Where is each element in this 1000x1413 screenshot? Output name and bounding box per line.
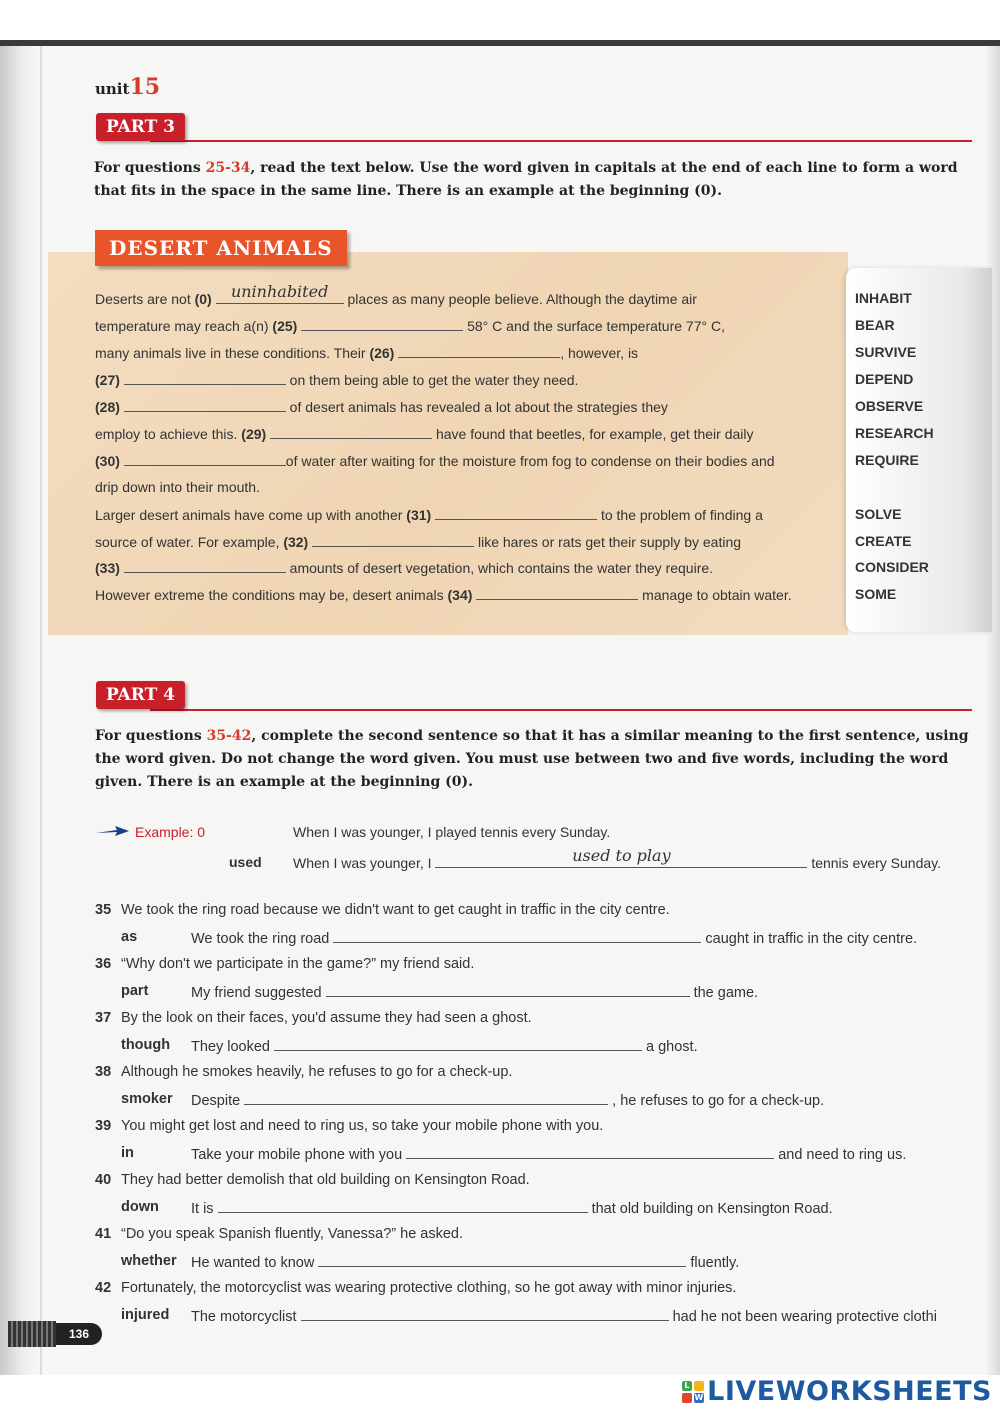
keyword-bear: BEAR — [855, 317, 895, 333]
answer-blank[interactable] — [218, 1198, 588, 1213]
handwritten-answer: uninhabited — [230, 282, 329, 301]
reading-line: (30) of water after waiting for the moisture from fog to condense on their bodies and — [95, 453, 775, 469]
reading-line: Deserts are not (0) uninhabited places as many people believe. Although the daytime air — [95, 282, 697, 307]
part4-instruction-line2: the word given. Do not change the word given. You must use between two and five words, including the word — [95, 751, 949, 767]
keyword-survive: SURVIVE — [855, 344, 917, 360]
question-key-word: smoker — [121, 1091, 173, 1107]
question-first-sentence: “Do you speak Spanish fluently, Vanessa?” he asked. — [121, 1226, 464, 1242]
reading-line: many animals live in these conditions. Their (26) , however, is — [95, 345, 639, 361]
question-number: 41 — [95, 1226, 112, 1242]
part3-instruction-line1: For questions 25-34, read the text below. Use the word given in capitals at the end of each line to form a word — [94, 160, 958, 176]
question-number: (29) — [241, 426, 267, 442]
keyword-some: SOME — [855, 586, 897, 602]
example-label: Example: 0 — [135, 824, 206, 840]
answer-blank[interactable] — [406, 1144, 774, 1159]
logo-text: LIVEWORKSHEETS — [707, 1376, 992, 1407]
question-number: (33) — [95, 560, 120, 576]
part4-instructions — [95, 725, 969, 794]
keyword-require: REQUIRE — [855, 452, 919, 468]
liveworksheets-logo[interactable] — [682, 1376, 992, 1407]
question-second-sentence: He wanted to know fluently. — [191, 1252, 739, 1272]
question-first-sentence: Fortunately, the motorcyclist was wearing protective clothing, so he got away with minor injuries. — [121, 1280, 737, 1296]
question-number: (34) — [447, 587, 473, 603]
answer-blank[interactable] — [124, 451, 286, 466]
part3-instructions — [94, 157, 958, 203]
keyword-consider: CONSIDER — [855, 559, 929, 575]
question-number: (25) — [272, 318, 298, 334]
question-key-word: as — [121, 929, 138, 945]
answer-blank[interactable] — [124, 558, 286, 573]
unit-word: unit — [95, 80, 130, 98]
reading-panel — [48, 252, 848, 635]
question-number: 38 — [95, 1064, 112, 1080]
question-number: (28) — [95, 399, 120, 415]
question-second-sentence: It is that old building on Kensington Road. — [191, 1198, 833, 1218]
question-number: 39 — [95, 1118, 112, 1134]
part3-instruction-line2: that fits in the space in the same line. There is an example at the beginning (0). — [94, 183, 723, 199]
keyword-research: RESEARCH — [855, 425, 934, 441]
question-number: 42 — [95, 1280, 112, 1296]
answer-blank[interactable] — [124, 370, 286, 385]
reading-line: (28) of desert animals has revealed a lot about the strategies they — [95, 399, 668, 415]
question-second-sentence: Despite , he refuses to go for a check-up. — [191, 1090, 824, 1110]
question-first-sentence: “Why don't we participate in the game?” my friend said. — [121, 956, 475, 972]
question-second-sentence: We took the ring road caught in traffic in the city centre. — [191, 928, 917, 948]
question-first-sentence: They had better demolish that old building on Kensington Road. — [121, 1172, 530, 1188]
logo-icon: L W — [682, 1381, 704, 1403]
answer-blank[interactable] — [216, 282, 344, 304]
keyword-observe: OBSERVE — [855, 398, 924, 414]
answer-blank[interactable] — [476, 585, 638, 600]
keyword-create: CREATE — [855, 533, 912, 549]
reading-line: drip down into their mouth. — [95, 479, 260, 495]
reading-line: temperature may reach a(n) (25) 58° C and the surface temperature 77° C, — [95, 318, 725, 334]
reading-line: (27) on them being able to get the water they need. — [95, 372, 579, 388]
question-number: 35 — [95, 902, 112, 918]
answer-blank[interactable] — [301, 1306, 669, 1321]
part3-rule — [150, 140, 972, 142]
reading-line: (33) amounts of desert vegetation, which contains the water they require. — [95, 560, 714, 576]
part4-instruction-line3: given. There is an example at the beginning (0). — [95, 774, 473, 790]
question-second-sentence: The motorcyclist had he not been wearing protective clothi — [191, 1306, 937, 1326]
question-number: (27) — [95, 372, 120, 388]
question-second-sentence: My friend suggested the game. — [191, 982, 758, 1002]
answer-blank[interactable] — [326, 982, 690, 997]
question-number: (0) — [194, 291, 212, 307]
part4-tab: PART 4 — [96, 681, 185, 709]
question-number: (32) — [283, 534, 309, 550]
question-key-word: injured — [121, 1307, 170, 1323]
part4-rule — [150, 709, 972, 711]
question-key-word: though — [121, 1037, 171, 1053]
reading-line: employ to achieve this. (29) have found that beetles, for example, get their daily — [95, 426, 754, 442]
answer-blank[interactable] — [124, 397, 286, 412]
question-key-word: in — [121, 1145, 134, 1161]
question-key-word: part — [121, 983, 149, 999]
question-key-word: whether — [121, 1253, 177, 1269]
keyword-depend: DEPEND — [855, 371, 914, 387]
spine-line — [40, 46, 42, 1375]
book-spine-shadow — [0, 46, 36, 1375]
example-answer: used to play — [572, 846, 671, 865]
answer-blank[interactable] — [270, 424, 432, 439]
question-number: 40 — [95, 1172, 112, 1188]
part3-tab: PART 3 — [96, 113, 185, 141]
question-first-sentence: By the look on their faces, you'd assume they had seen a ghost. — [121, 1010, 532, 1026]
answer-blank[interactable] — [301, 316, 463, 331]
answer-blank[interactable] — [318, 1252, 686, 1267]
page-tab-marker — [8, 1321, 56, 1347]
question-second-sentence: Take your mobile phone with you and need to ring us. — [191, 1144, 906, 1164]
reading-line: However extreme the conditions may be, desert animals (34) manage to obtain water. — [95, 587, 792, 603]
reading-line: source of water. For example, (32) like hares or rats get their supply by eating — [95, 534, 742, 550]
answer-blank[interactable] — [244, 1090, 608, 1105]
question-first-sentence: We took the ring road because we didn't want to get caught in traffic in the city centre. — [121, 902, 670, 918]
arrow-icon — [95, 824, 131, 838]
answer-blank[interactable] — [312, 532, 474, 547]
unit-number: 15 — [129, 74, 161, 100]
answer-blank[interactable] — [333, 928, 701, 943]
page-right-shade — [986, 46, 1000, 1375]
example-second-sentence: When I was younger, I used to play tennis every Sunday. — [293, 846, 942, 871]
unit-heading — [95, 74, 160, 100]
page-top-edge — [0, 40, 1000, 46]
question-first-sentence: You might get lost and need to ring us, so take your mobile phone with you. — [121, 1118, 604, 1134]
keyword-inhabit: INHABIT — [855, 290, 912, 306]
answer-blank[interactable] — [435, 505, 597, 520]
reading-title: DESERT ANIMALS — [95, 230, 347, 266]
question-number: (30) — [95, 453, 120, 469]
part4-instruction-line1: For questions 35-42, complete the second sentence so that it has a similar meaning to the first sentence, using — [95, 728, 969, 744]
reading-line: Larger desert animals have come up with another (31) to the problem of finding a — [95, 507, 763, 523]
example-sentence: When I was younger, I played tennis every Sunday. — [293, 824, 611, 840]
question-number: (31) — [406, 507, 432, 523]
question-number: (26) — [369, 345, 395, 361]
page-number: 136 — [56, 1323, 102, 1345]
question-second-sentence: They looked a ghost. — [191, 1036, 698, 1056]
question-number: 36 — [95, 956, 112, 972]
question-key-word: down — [121, 1199, 159, 1215]
question-first-sentence: Although he smokes heavily, he refuses to go for a check-up. — [121, 1064, 513, 1080]
question-number: 37 — [95, 1010, 112, 1026]
answer-blank[interactable] — [398, 343, 560, 358]
example-word: used — [229, 854, 262, 870]
keyword-solve: SOLVE — [855, 506, 902, 522]
answer-blank[interactable] — [274, 1036, 642, 1051]
